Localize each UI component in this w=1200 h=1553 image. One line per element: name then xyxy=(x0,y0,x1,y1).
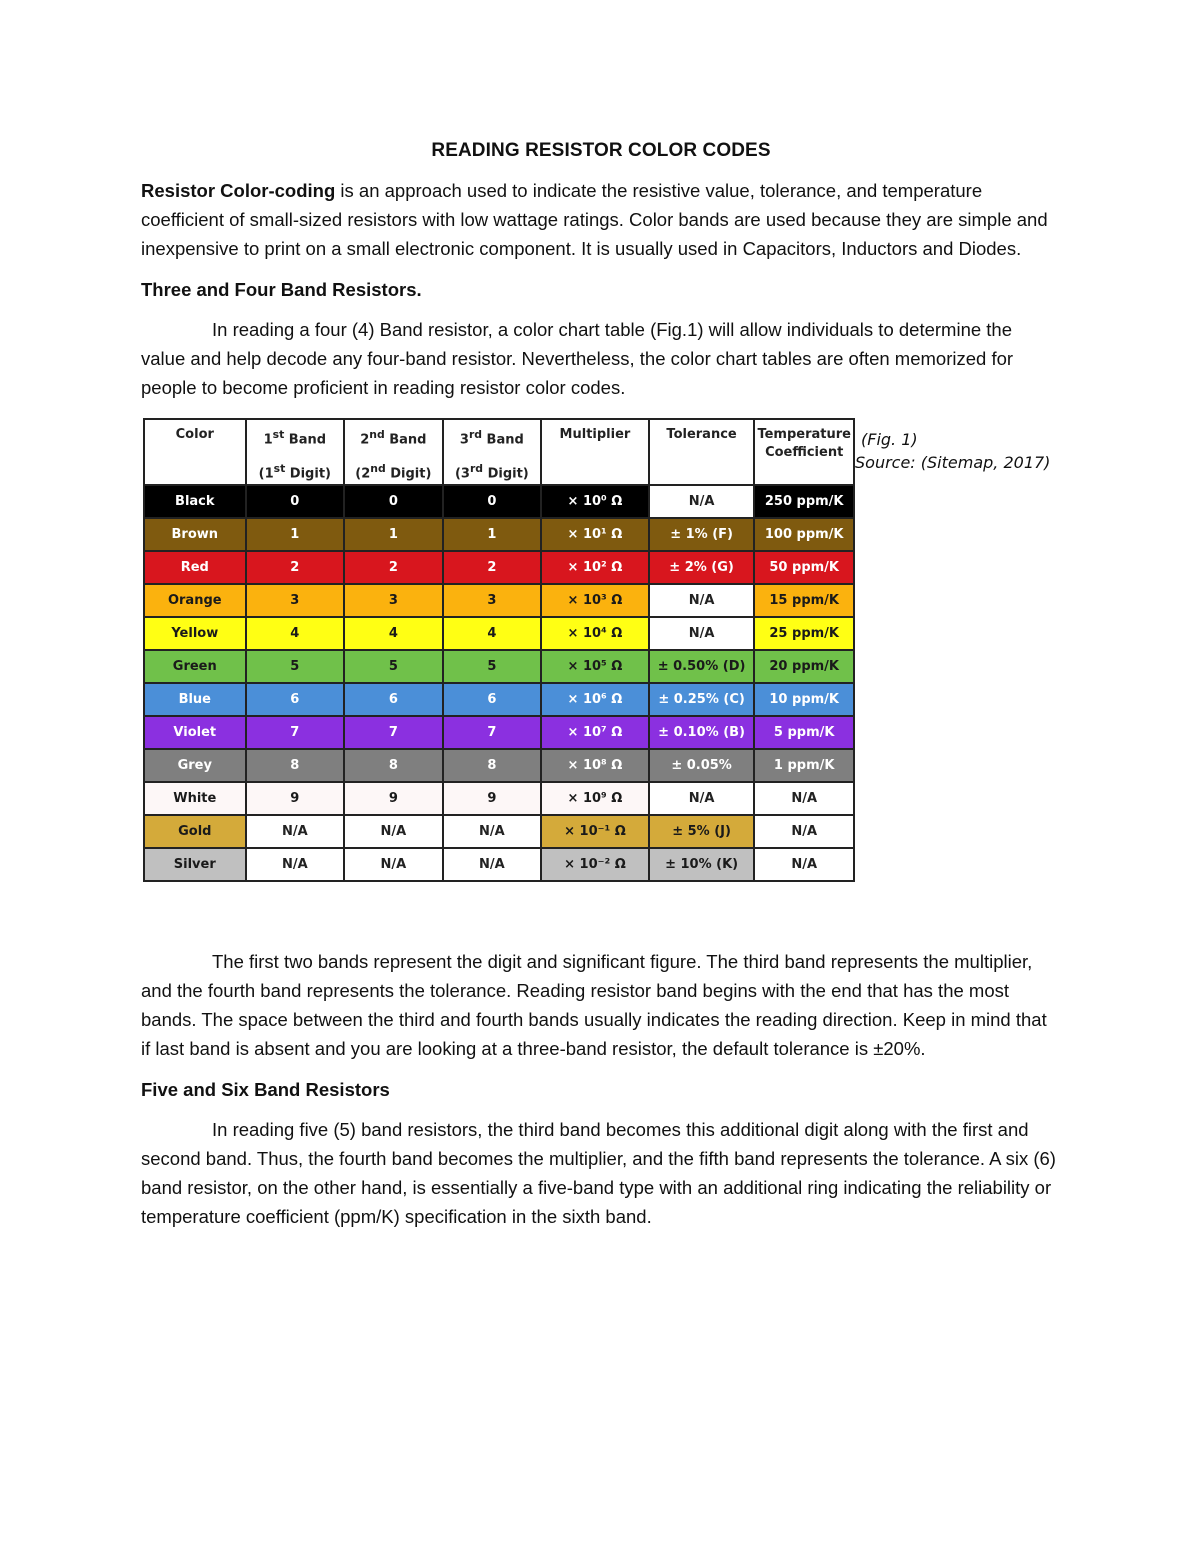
cell-color: Grey xyxy=(144,749,246,782)
cell-color: Brown xyxy=(144,518,246,551)
table-row xyxy=(144,584,854,617)
cell-band-2: 3 xyxy=(344,584,443,617)
cell-band-2: 6 xyxy=(344,683,443,716)
cell-color: Red xyxy=(144,551,246,584)
header-tolerance: Tolerance xyxy=(649,419,755,485)
cell-band-3: 8 xyxy=(443,749,542,782)
cell-band-1: 8 xyxy=(246,749,345,782)
table-row xyxy=(144,518,854,551)
cell-multiplier: × 10⁰ Ω xyxy=(541,485,649,518)
cell-band-1: 0 xyxy=(246,485,345,518)
cell-color: Green xyxy=(144,650,246,683)
cell-multiplier: × 10⁵ Ω xyxy=(541,650,649,683)
cell-band-2: 1 xyxy=(344,518,443,551)
cell-band-2: N/A xyxy=(344,815,443,848)
table-row xyxy=(144,815,854,848)
table-row xyxy=(144,551,854,584)
table-header-row xyxy=(144,419,854,485)
figure-source: Source: (Sitemap, 2017) xyxy=(855,453,1051,472)
cell-band-3: 5 xyxy=(443,650,542,683)
cell-tolerance: N/A xyxy=(649,584,755,617)
header-multiplier: Multiplier xyxy=(541,419,649,485)
cell-band-1: 9 xyxy=(246,782,345,815)
intro-paragraph xyxy=(141,176,1061,263)
cell-temperature-coefficient: 10 ppm/K xyxy=(754,683,854,716)
cell-tolerance: ± 2% (G) xyxy=(649,551,755,584)
cell-band-2: 4 xyxy=(344,617,443,650)
table-row xyxy=(144,848,854,881)
cell-tolerance: ± 0.50% (D) xyxy=(649,650,755,683)
table-row xyxy=(144,617,854,650)
cell-band-3: 9 xyxy=(443,782,542,815)
section1-paragraph-2: The first two bands represent the digit and significant figure. The third band represents the multiplier, and the fourth band represents the tolerance. Reading resistor band begins with the end that has the most bands. The space between the third and fourth bands usually indicates the reading direction. Keep in mind that if last band is absent and you are looking at a three-band resistor, the default tolerance is ±20%. xyxy=(141,951,1047,1059)
cell-band-1: 2 xyxy=(246,551,345,584)
table-row xyxy=(144,485,854,518)
header-band-2: 2nd Band (2nd Digit) xyxy=(344,419,443,485)
section1-paragraph-1: In reading a four (4) Band resistor, a color chart table (Fig.1) will allow individuals to determine the value and help decode any four-band resistor. Nevertheless, the color chart tables are often memorized for people to become proficient in reading resistor color codes. xyxy=(141,319,1014,398)
cell-band-3: 4 xyxy=(443,617,542,650)
cell-band-1: N/A xyxy=(246,815,345,848)
cell-temperature-coefficient: 100 ppm/K xyxy=(754,518,854,551)
cell-tolerance: ± 0.05% xyxy=(649,749,755,782)
cell-multiplier: × 10¹ Ω xyxy=(541,518,649,551)
cell-tolerance: ± 0.25% (C) xyxy=(649,683,755,716)
cell-temperature-coefficient: 15 ppm/K xyxy=(754,584,854,617)
cell-temperature-coefficient: 25 ppm/K xyxy=(754,617,854,650)
cell-band-3: N/A xyxy=(443,848,542,881)
cell-band-3: 0 xyxy=(443,485,542,518)
table-body xyxy=(144,485,854,881)
cell-color: Gold xyxy=(144,815,246,848)
cell-color: Violet xyxy=(144,716,246,749)
cell-band-3: N/A xyxy=(443,815,542,848)
cell-multiplier: × 10⁴ Ω xyxy=(541,617,649,650)
cell-color: Orange xyxy=(144,584,246,617)
intro-text: is an approach used to indicate the resistive value, tolerance, and temperature coefficient of small-sized resistors with low wattage ratings. Color bands are used because they are simple and inexpensive to print on a small electronic component. It is usually used in Capacitors, Inductors and Diodes. xyxy=(141,180,1048,259)
cell-band-1: 7 xyxy=(246,716,345,749)
figure-caption xyxy=(855,428,1050,474)
cell-band-3: 2 xyxy=(443,551,542,584)
cell-band-2: 5 xyxy=(344,650,443,683)
cell-temperature-coefficient: N/A xyxy=(754,848,854,881)
section-heading-three-four-band: Three and Four Band Resistors. xyxy=(141,279,422,300)
header-color: Color xyxy=(144,419,246,485)
cell-multiplier: × 10⁹ Ω xyxy=(541,782,649,815)
cell-band-3: 1 xyxy=(443,518,542,551)
cell-tolerance: N/A xyxy=(649,617,755,650)
cell-band-2: N/A xyxy=(344,848,443,881)
cell-multiplier: × 10⁶ Ω xyxy=(541,683,649,716)
cell-band-1: 6 xyxy=(246,683,345,716)
cell-tolerance: N/A xyxy=(649,485,755,518)
cell-band-2: 7 xyxy=(344,716,443,749)
cell-temperature-coefficient: 250 ppm/K xyxy=(754,485,854,518)
cell-multiplier: × 10⁻² Ω xyxy=(541,848,649,881)
cell-tolerance: ± 10% (K) xyxy=(649,848,755,881)
cell-band-1: N/A xyxy=(246,848,345,881)
cell-band-2: 8 xyxy=(344,749,443,782)
cell-color: White xyxy=(144,782,246,815)
header-band-3: 3rd Band (3rd Digit) xyxy=(443,419,542,485)
page-title: READING RESISTOR COLOR CODES xyxy=(431,140,771,161)
header-temperature-coefficient: Temperature Coefficient xyxy=(754,419,854,485)
cell-band-1: 5 xyxy=(246,650,345,683)
cell-color: Black xyxy=(144,485,246,518)
table-row xyxy=(144,782,854,815)
cell-temperature-coefficient: 5 ppm/K xyxy=(754,716,854,749)
cell-multiplier: × 10⁷ Ω xyxy=(541,716,649,749)
cell-band-2: 2 xyxy=(344,551,443,584)
cell-multiplier: × 10² Ω xyxy=(541,551,649,584)
table-row xyxy=(144,650,854,683)
color-chart-figure xyxy=(141,418,1061,905)
table-row xyxy=(144,683,854,716)
cell-band-1: 1 xyxy=(246,518,345,551)
document-page xyxy=(141,140,1061,1231)
intro-term: Resistor Color-coding xyxy=(141,180,336,201)
table-row xyxy=(144,749,854,782)
figure-label: (Fig. 1) xyxy=(861,430,918,449)
color-code-table xyxy=(143,418,855,882)
table-row xyxy=(144,716,854,749)
cell-temperature-coefficient: 20 ppm/K xyxy=(754,650,854,683)
header-band-1: 1st Band (1st Digit) xyxy=(246,419,345,485)
cell-multiplier: × 10⁻¹ Ω xyxy=(541,815,649,848)
cell-color: Yellow xyxy=(144,617,246,650)
cell-band-2: 9 xyxy=(344,782,443,815)
cell-tolerance: ± 0.10% (B) xyxy=(649,716,755,749)
cell-temperature-coefficient: 50 ppm/K xyxy=(754,551,854,584)
cell-multiplier: × 10⁸ Ω xyxy=(541,749,649,782)
cell-tolerance: ± 1% (F) xyxy=(649,518,755,551)
section-heading-five-six-band: Five and Six Band Resistors xyxy=(141,1079,390,1100)
cell-band-3: 7 xyxy=(443,716,542,749)
cell-multiplier: × 10³ Ω xyxy=(541,584,649,617)
cell-band-3: 6 xyxy=(443,683,542,716)
cell-band-2: 0 xyxy=(344,485,443,518)
cell-tolerance: ± 5% (J) xyxy=(649,815,755,848)
cell-tolerance: N/A xyxy=(649,782,755,815)
cell-color: Blue xyxy=(144,683,246,716)
cell-temperature-coefficient: 1 ppm/K xyxy=(754,749,854,782)
cell-band-1: 3 xyxy=(246,584,345,617)
section2-paragraph-1: In reading five (5) band resistors, the third band becomes this additional digit along with the first and second band. Thus, the fourth band becomes the multiplier, and the fifth band represents the tolerance. A six (6) band resistor, on the other hand, is essentially a five-band type with an additional ring indicating the reliability or temperature coefficient (ppm/K) specification in the sixth band. xyxy=(141,1119,1056,1227)
cell-color: Silver xyxy=(144,848,246,881)
cell-band-3: 3 xyxy=(443,584,542,617)
cell-temperature-coefficient: N/A xyxy=(754,782,854,815)
cell-temperature-coefficient: N/A xyxy=(754,815,854,848)
cell-band-1: 4 xyxy=(246,617,345,650)
